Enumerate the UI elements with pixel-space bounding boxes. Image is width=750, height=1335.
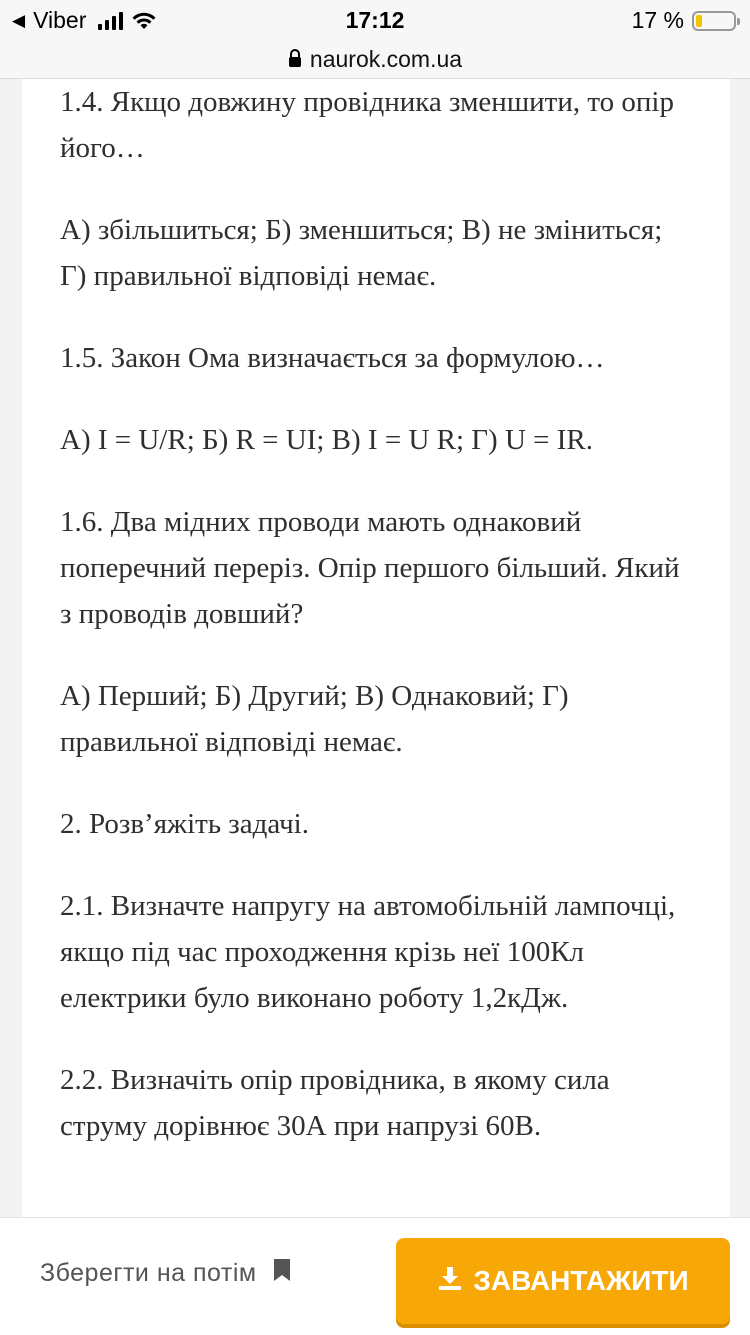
answers-1-4: А) збільшиться; Б) зменшиться; В) не зміниться; Г) правильної відповіді немає. (60, 214, 663, 292)
address-bar[interactable] (0, 40, 750, 79)
url-text: naurok.com.ua (309, 45, 463, 72)
answers-1-5: А) I = U/R; Б) R = UI; В) I = U R; Г) U = IR. (60, 424, 594, 456)
battery-percent: 17 % (631, 7, 684, 33)
download-label: ЗАВАНТАЖИТИ (473, 1265, 689, 1296)
clock: 17:12 (345, 7, 405, 33)
bookmark-icon (273, 1258, 291, 1289)
download-button[interactable] (396, 1238, 730, 1324)
status-bar (0, 0, 750, 40)
download-icon (437, 1265, 463, 1298)
question-1-4: 1.4. Якщо довжину провідника зменшити, то опір його… (60, 86, 674, 164)
save-for-later-button[interactable] (40, 1258, 291, 1289)
document-text (22, 79, 730, 1149)
back-triangle-icon: ◀ (12, 10, 26, 30)
back-app-label: Viber (33, 7, 87, 33)
lock-icon (288, 46, 302, 73)
problem-2-1: 2.1. Визначте напругу на автомобільній лампочці, якщо під час проходження крізь неї 100Кл електрики було виконано роботу 1,2кДж. (60, 890, 676, 1014)
document-content (22, 79, 730, 1217)
bottom-action-bar (0, 1217, 750, 1335)
answers-1-6: А) Перший; Б) Другий; В) Однаковий; Г) правильної відповіді немає. (60, 680, 569, 758)
question-1-5: 1.5. Закон Ома визначається за формулою… (60, 342, 605, 374)
problem-2-2: 2.2. Визначіть опір провідника, в якому сила струму дорівнює 30А при напрузі 60В. (60, 1064, 610, 1142)
section-2-heading: 2. Розв’яжіть задачі. (60, 808, 309, 840)
save-for-later-label: Зберегти на потім (40, 1259, 257, 1287)
battery-icon (692, 11, 736, 31)
battery-level (696, 15, 702, 27)
question-1-6: 1.6. Два мідних проводи мають однаковий поперечний переріз. Опір першого більший. Який з проводів довший? (60, 506, 680, 630)
